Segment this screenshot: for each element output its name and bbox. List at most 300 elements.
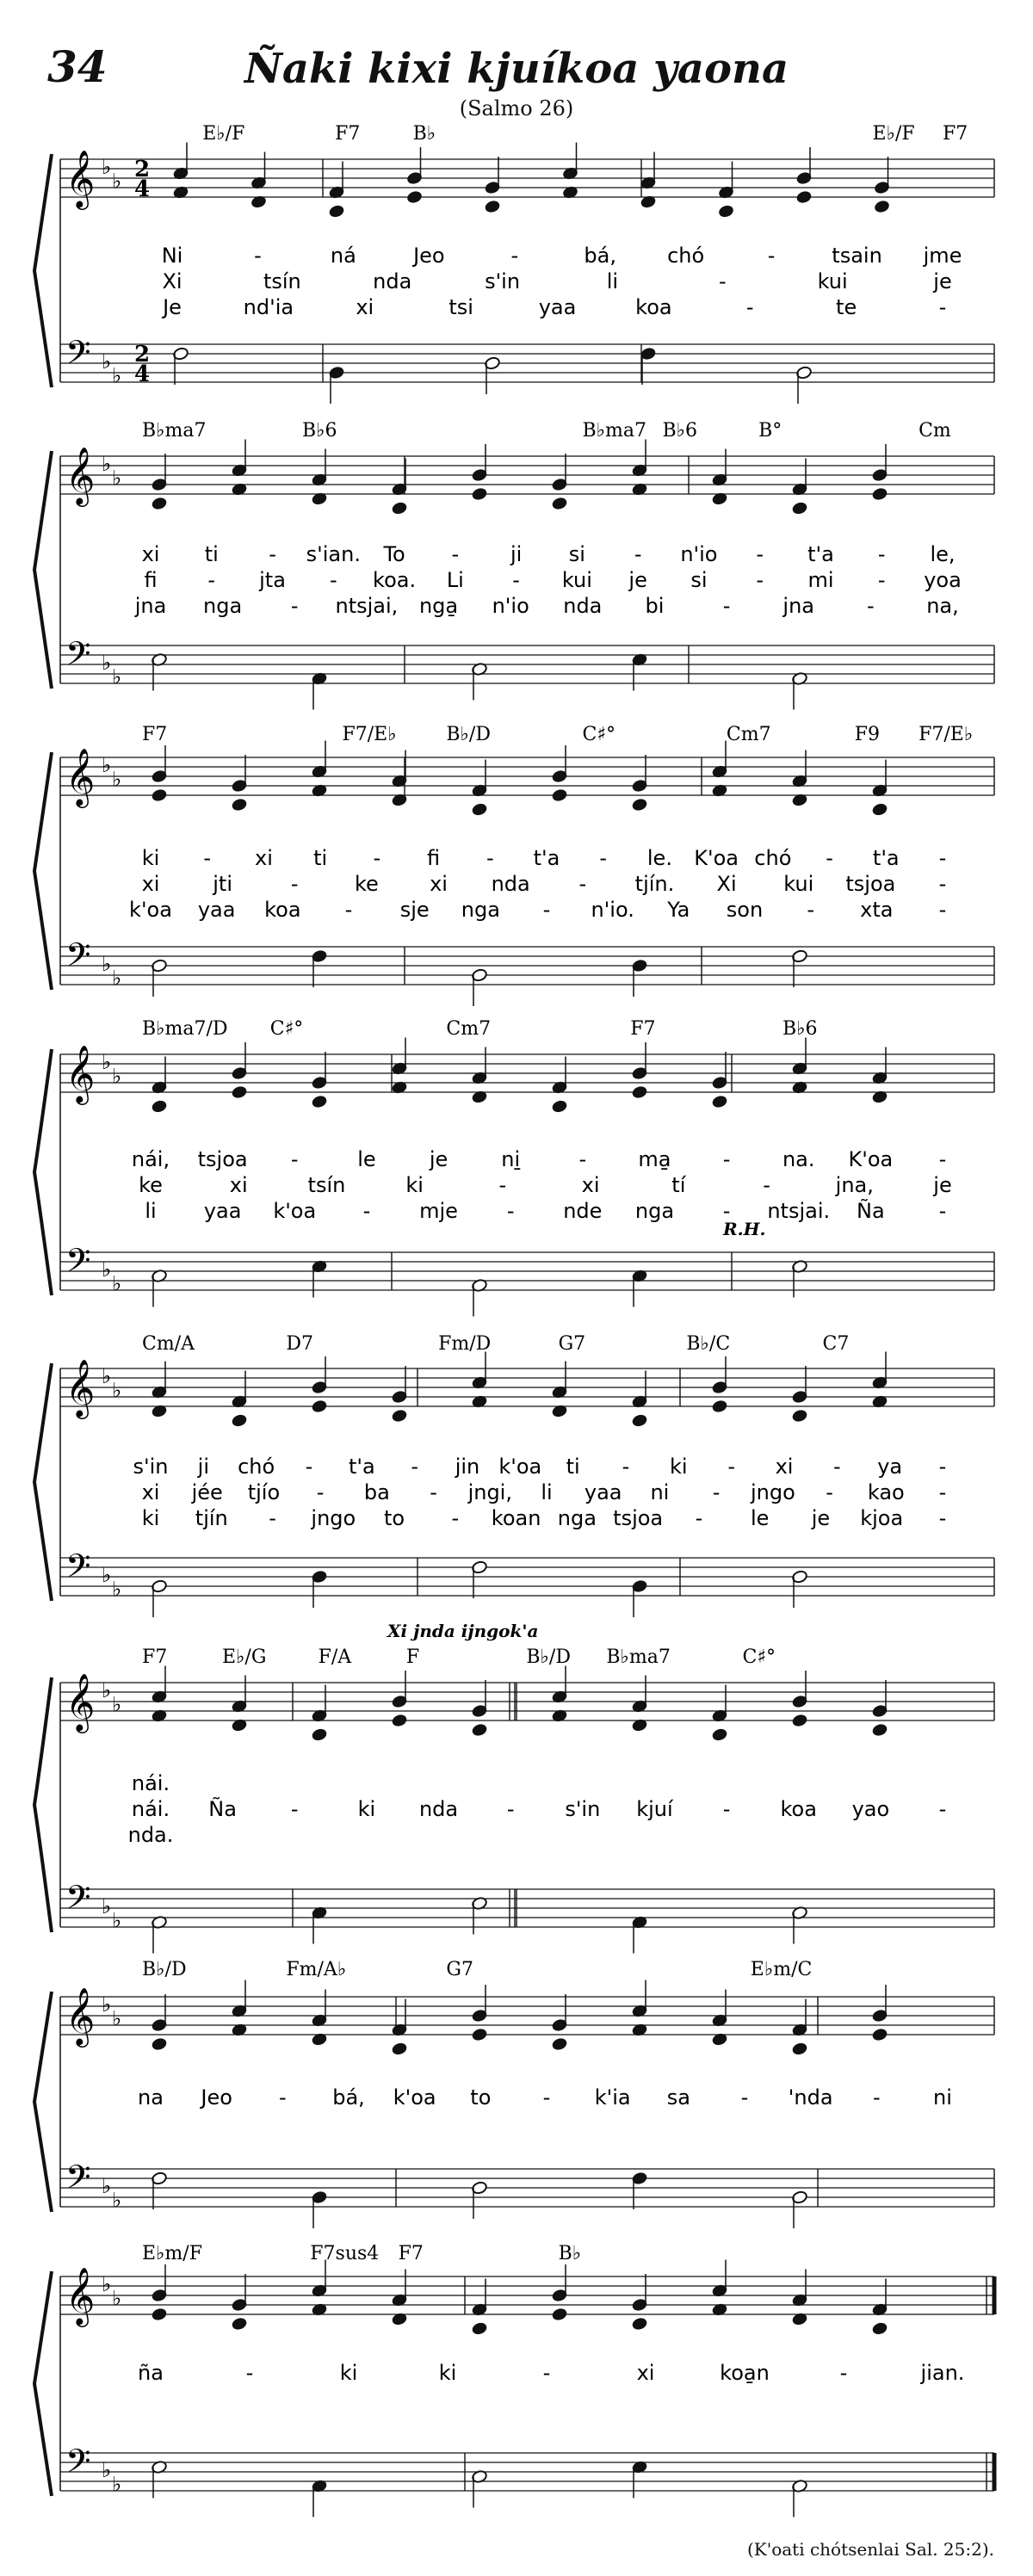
treble-clef: 𝄞 xyxy=(65,149,96,207)
lyric-syllable: Ya xyxy=(667,898,690,922)
lyric-syllable: - xyxy=(203,846,212,870)
brace xyxy=(34,752,52,990)
lyric-syllable: ke xyxy=(139,1173,163,1197)
lyric-syllable: n'io xyxy=(492,594,529,618)
lyric-syllable: yaa xyxy=(584,1480,622,1504)
lyric-syllable: ti xyxy=(204,542,219,566)
chord-symbol: E♭m/C xyxy=(750,1959,813,1980)
lyric-syllable: - xyxy=(756,568,764,592)
song-subtitle: (Salmo 26) xyxy=(459,96,574,120)
lyric-syllable: xi xyxy=(581,1173,600,1197)
lyric-syllable: - xyxy=(512,568,520,592)
lyric-syllable: nái. xyxy=(131,1771,170,1795)
lyric-syllable: ná xyxy=(330,244,356,268)
lyric-syllable: - xyxy=(756,542,764,566)
lyric-syllable: Jeo xyxy=(413,244,445,268)
lyric-syllable: - xyxy=(510,244,519,268)
lyric-syllable: - xyxy=(877,568,886,592)
lyric-syllable: jée xyxy=(191,1480,223,1504)
chord-symbol: Cm/A xyxy=(142,1333,195,1355)
note-head xyxy=(711,1095,727,1109)
lyric-syllable: xi xyxy=(141,1480,160,1504)
lyric-syllable: le. xyxy=(646,846,672,870)
lyric-syllable: ni xyxy=(933,2085,952,2110)
lyric-syllable: bá, xyxy=(332,2085,365,2110)
lyric-syllable: - xyxy=(498,1173,507,1197)
lyric-syllable: na xyxy=(138,2085,164,2110)
chord-symbol: B♭6 xyxy=(662,420,698,442)
key-flat: ♭ xyxy=(112,1064,122,1089)
song-title: Ñaki kixi kjuíkoa yaona xyxy=(244,45,789,93)
system-4 xyxy=(34,1018,994,1317)
chord-symbol: C7 xyxy=(822,1333,850,1355)
lyric-syllable: xi xyxy=(430,872,448,896)
lyric-syllable: t'a xyxy=(807,542,834,566)
lyric-syllable: - xyxy=(305,1455,313,1479)
lyric-syllable: n'io xyxy=(680,542,718,566)
lyric-syllable: s'ian. xyxy=(306,542,361,566)
note-head xyxy=(551,2037,567,2051)
lyric-syllable: chó xyxy=(238,1455,275,1479)
annotation: Xi jnda ijngok'a xyxy=(387,1621,539,1641)
lyric-syllable: - xyxy=(290,1147,299,1171)
system-2 xyxy=(34,420,994,710)
note-head xyxy=(631,1085,647,1099)
lyric-syllable: je xyxy=(933,1173,952,1197)
chord-symbol: B♭/D xyxy=(142,1959,187,1980)
lyric-syllable: ji xyxy=(510,542,523,566)
lyric-syllable: jngi, xyxy=(467,1480,512,1504)
note-head xyxy=(718,204,734,218)
lyric-syllable: tsain xyxy=(832,244,882,268)
note-head xyxy=(551,2307,567,2321)
lyric-syllable: je xyxy=(811,1506,831,1530)
brace xyxy=(34,1363,52,1601)
lyric-syllable: jian. xyxy=(920,2361,965,2385)
note-head xyxy=(631,798,647,812)
lyric-syllable: k'oa xyxy=(273,1199,317,1223)
note-head xyxy=(231,2317,247,2331)
lyric-syllable: jin xyxy=(455,1455,480,1479)
lyric-syllable: to xyxy=(384,1506,405,1530)
note-head xyxy=(311,1095,327,1109)
lyric-syllable: nda xyxy=(418,1797,459,1821)
key-flat: ♭ xyxy=(102,1992,112,2017)
lyric-syllable: kjoa xyxy=(860,1506,904,1530)
time-sig-bottom: 4 xyxy=(134,361,151,387)
lyric-syllable: bá, xyxy=(584,244,617,268)
chord-symbol: B♭ma7 xyxy=(606,1646,671,1668)
note-head xyxy=(391,1714,407,1727)
lyric-syllable: Ña xyxy=(857,1199,885,1223)
brace xyxy=(34,1049,52,1295)
lyric-syllable: tsín xyxy=(307,1173,346,1197)
lyric-syllable: t'a xyxy=(348,1455,375,1479)
note-head xyxy=(231,1413,247,1427)
lyric-syllable: tsjoa xyxy=(197,1147,248,1171)
lyric-syllable: sje xyxy=(399,898,430,922)
lyric-syllable: - xyxy=(727,1455,736,1479)
chord-symbol: G7 xyxy=(446,1959,473,1980)
lyric-syllable: xi xyxy=(229,1173,248,1197)
brace xyxy=(34,451,52,689)
key-flat: ♭ xyxy=(112,1378,122,1403)
note-head xyxy=(874,200,890,213)
note-head xyxy=(328,204,344,218)
system-7 xyxy=(34,1959,994,2228)
chord-symbol: G7 xyxy=(558,1333,586,1355)
lyric-syllable: Ña xyxy=(208,1797,237,1821)
lyric-syllable: - xyxy=(938,1455,947,1479)
lyric-syllable: - xyxy=(826,846,833,870)
lyric-syllable: tsi xyxy=(448,295,473,319)
lyric-syllable: kui xyxy=(817,269,848,293)
lyric-syllable: nga xyxy=(634,1199,675,1223)
note-head xyxy=(871,1723,888,1737)
chord-symbol: F7sus4 xyxy=(310,2243,380,2264)
lyric-syllable: nda xyxy=(563,594,603,618)
lyric-syllable: - xyxy=(763,1173,770,1197)
lyric-syllable: - xyxy=(877,542,886,566)
treble-clef: 𝄞 xyxy=(65,1044,96,1103)
lyric-syllable: - xyxy=(451,542,460,566)
note-head xyxy=(631,1413,647,1427)
chord-symbol: F xyxy=(405,1646,420,1668)
lyric-syllable: - xyxy=(740,2085,749,2110)
key-flat: ♭ xyxy=(112,1908,122,1933)
system-8 xyxy=(34,2243,994,2517)
key-flat: ♭ xyxy=(112,1692,122,1717)
note-head xyxy=(551,497,567,510)
lyric-syllable: ki xyxy=(405,1173,424,1197)
time-sig-bottom: 4 xyxy=(134,176,151,202)
lyric-syllable: - xyxy=(938,1506,947,1530)
lyric-syllable: fi xyxy=(144,568,158,592)
lyric-syllable: xi xyxy=(356,295,374,319)
chord-symbol: F7 xyxy=(335,123,361,145)
time-sig-top: 2 xyxy=(134,157,151,182)
treble-clef: 𝄞 xyxy=(65,2266,96,2325)
chord-symbol: B° xyxy=(758,420,782,442)
key-flat: ♭ xyxy=(112,2006,122,2031)
lyric-syllable: kao xyxy=(867,1480,905,1504)
lyric-syllable: - xyxy=(542,898,551,922)
lyric-syllable: Je xyxy=(163,295,182,319)
lyric-syllable: - xyxy=(695,1506,703,1530)
lyric-syllable: chó xyxy=(754,846,792,870)
lyric-syllable: tjín xyxy=(195,1506,228,1530)
note-head xyxy=(471,487,487,501)
lyric-syllable: - xyxy=(430,1480,437,1504)
lyric-syllable: K'oa xyxy=(694,846,739,870)
key-flat: ♭ xyxy=(112,466,122,491)
lyric-syllable: jngo xyxy=(750,1480,795,1504)
note-head xyxy=(791,1409,807,1423)
key-flat: ♭ xyxy=(112,363,122,388)
note-head xyxy=(391,501,407,515)
lyric-syllable: ki xyxy=(670,1455,688,1479)
lyric-syllable: k'ia xyxy=(594,2085,631,2110)
lyric-syllable: si xyxy=(568,542,585,566)
lyric-syllable: li xyxy=(145,1199,157,1223)
lyric-syllable: xi xyxy=(775,1455,794,1479)
lyric-syllable: ti xyxy=(313,846,328,870)
chord-symbol: Fm/D xyxy=(438,1333,492,1355)
lyric-syllable: na, xyxy=(926,594,959,618)
lyric-syllable: - xyxy=(807,898,815,922)
lyric-syllable: - xyxy=(290,594,299,618)
lyric-syllable: ke xyxy=(355,872,379,896)
key-flat: ♭ xyxy=(112,2286,122,2311)
lyric-syllable: - xyxy=(867,594,875,618)
lyric-syllable: kui xyxy=(783,872,814,896)
lyric-syllable: son xyxy=(726,898,764,922)
lyric-syllable: To xyxy=(383,542,405,566)
bass-clef: 𝄢 xyxy=(65,2158,91,2204)
lyric-syllable: tsín xyxy=(263,269,301,293)
lyric-syllable: nde xyxy=(563,1199,603,1223)
chord-symbol: E♭/F xyxy=(202,123,245,145)
lyric-syllable: yao xyxy=(851,1797,890,1821)
lyric-syllable: - xyxy=(316,1480,325,1504)
chord-symbol: B♭ma7/D xyxy=(142,1018,228,1040)
key-flat: ♭ xyxy=(112,664,122,689)
lyric-syllable: koa xyxy=(780,1797,817,1821)
lyric-syllable: - xyxy=(578,872,587,896)
note-head xyxy=(711,1727,727,1741)
lyric-syllable: koa xyxy=(264,898,301,922)
chord-symbol: F9 xyxy=(854,724,880,745)
lyric-syllable: tjín. xyxy=(634,872,675,896)
lyric-syllable: tí xyxy=(671,1173,686,1197)
bass-clef: 𝄢 xyxy=(65,634,91,681)
lyric-syllable: jngo xyxy=(311,1506,356,1530)
treble-clef: 𝄞 xyxy=(65,1672,96,1731)
lyric-syllable: yoa xyxy=(924,568,962,592)
lyric-syllable: - xyxy=(290,1797,299,1821)
lyric-syllable: jti xyxy=(213,872,233,896)
lyric-syllable: t'a xyxy=(533,846,560,870)
lyric-syllable: t'a xyxy=(872,846,900,870)
lyric-syllable: kui xyxy=(561,568,592,592)
lyric-syllable: le xyxy=(750,1506,770,1530)
lyric-syllable: - xyxy=(722,1147,731,1171)
chord-symbol: B♭ma7 xyxy=(582,420,647,442)
chord-symbol: F7 xyxy=(943,123,968,145)
lyric-syllable: - xyxy=(269,1506,276,1530)
brace xyxy=(34,154,52,387)
note-head xyxy=(551,788,567,802)
note-head xyxy=(871,2321,888,2335)
lyric-syllable: Xi xyxy=(716,872,737,896)
note-head xyxy=(791,501,807,515)
lyric-syllable: bi xyxy=(645,594,665,618)
lyric-syllable: kjuí xyxy=(636,1797,673,1821)
lyric-syllable: tsjoa xyxy=(845,872,896,896)
lyric-syllable: mi xyxy=(807,568,834,592)
key-flat: ♭ xyxy=(102,155,112,179)
lyric-syllable: - xyxy=(722,1797,731,1821)
lyric-syllable: - xyxy=(938,846,947,870)
lyric-syllable: ntsjai, xyxy=(335,594,399,618)
lyric-syllable: tsjoa xyxy=(613,1506,664,1530)
lyric-syllable: ña xyxy=(138,2361,164,2385)
lyric-syllable: s'in xyxy=(565,1797,601,1821)
chord-symbol: E♭m/F xyxy=(142,2243,202,2264)
note-head xyxy=(471,2028,487,2042)
lyric-syllable: - xyxy=(506,1797,515,1821)
key-flat: ♭ xyxy=(102,2174,112,2198)
lyric-syllable: - xyxy=(839,2361,848,2385)
bass-clef: 𝄢 xyxy=(65,1878,91,1924)
lyric-syllable: - xyxy=(290,872,299,896)
lyric-syllable: ki xyxy=(357,1797,376,1821)
chord-symbol: C♯° xyxy=(582,724,615,745)
chord-symbol: B♭ma7 xyxy=(142,420,207,442)
lyric-syllable: - xyxy=(722,594,731,618)
note-head xyxy=(391,2042,407,2055)
lyric-syllable: - xyxy=(411,1455,419,1479)
lyric-syllable: k'oa xyxy=(498,1455,542,1479)
treble-clef: 𝄞 xyxy=(65,446,96,504)
lyric-syllable: nga xyxy=(203,594,243,618)
key-flat: ♭ xyxy=(102,952,112,976)
note-head xyxy=(471,802,487,816)
system-6 xyxy=(34,1621,994,1954)
chord-symbol: B♭/D xyxy=(526,1646,572,1668)
lyric-syllable: - xyxy=(542,2085,551,2110)
lyric-syllable: xi xyxy=(141,542,160,566)
treble-clef: 𝄞 xyxy=(65,1358,96,1417)
lyric-syllable: jna, xyxy=(835,1173,874,1197)
key-flat: ♭ xyxy=(112,1271,122,1296)
lyric-syllable: - xyxy=(826,1480,833,1504)
lyric-syllable: jme xyxy=(923,244,962,268)
chord-symbol: Cm7 xyxy=(726,724,771,745)
bass-clef: 𝄢 xyxy=(65,333,91,380)
lyric-syllable: nda xyxy=(491,872,530,896)
footer-reference: (K'oati chótsenlai Sal. 25:2). xyxy=(746,2539,994,2560)
lyric-syllable: - xyxy=(362,1199,371,1223)
chord-symbol: F/A xyxy=(318,1646,352,1668)
key-flat: ♭ xyxy=(102,1364,112,1388)
lyric-syllable: le, xyxy=(930,542,956,566)
chord-symbol: B♭/D xyxy=(446,724,492,745)
lyric-syllable: - xyxy=(245,2361,254,2385)
lyric-syllable: Li xyxy=(446,568,464,592)
key-flat: ♭ xyxy=(102,1257,112,1282)
lyric-syllable: te xyxy=(836,295,857,319)
lyric-syllable: jna xyxy=(134,594,167,618)
lyric-syllable: ti xyxy=(566,1455,580,1479)
note-head xyxy=(151,788,167,802)
chord-symbol: B♭/C xyxy=(686,1333,731,1355)
lyric-syllable: to xyxy=(470,2085,492,2110)
key-flat: ♭ xyxy=(102,753,112,777)
lyric-syllable: je xyxy=(429,1147,448,1171)
lyric-syllable: - xyxy=(718,269,727,293)
chord-symbol: Cm xyxy=(919,420,951,442)
key-flat: ♭ xyxy=(102,2458,112,2482)
lyric-syllable: - xyxy=(634,542,642,566)
chord-symbol: B♭ xyxy=(412,123,436,145)
lyric-syllable: yaa xyxy=(538,295,577,319)
lyric-syllable: - xyxy=(542,2361,551,2385)
note-head xyxy=(151,2037,167,2051)
lyric-syllable: ni xyxy=(650,1480,670,1504)
lyric-syllable: xta xyxy=(860,898,894,922)
lyric-syllable: chó xyxy=(667,244,705,268)
note-head xyxy=(231,798,247,812)
lyric-syllable: - xyxy=(938,872,947,896)
chord-symbol: E♭/G xyxy=(222,1646,267,1668)
key-flat: ♭ xyxy=(102,1563,112,1587)
lyric-syllable: - xyxy=(344,898,353,922)
lyric-syllable: ba xyxy=(363,1480,390,1504)
lyric-syllable: - xyxy=(938,1480,947,1504)
key-flat: ♭ xyxy=(102,651,112,675)
key-flat: ♭ xyxy=(112,767,122,792)
lyric-syllable: nd'ia xyxy=(243,295,294,319)
lyric-syllable: - xyxy=(254,244,262,268)
lyric-syllable: K'oa xyxy=(848,1147,894,1171)
lyric-syllable: tjío xyxy=(247,1480,281,1504)
chord-symbol: F7 xyxy=(630,1018,656,1040)
lyric-syllable: - xyxy=(938,1797,947,1821)
lyric-syllable: - xyxy=(486,846,494,870)
lyric-syllable: - xyxy=(451,1506,460,1530)
lyric-syllable: le xyxy=(357,1147,376,1171)
lyric-syllable: koan xyxy=(491,1506,541,1530)
system-1 xyxy=(34,123,994,404)
lyric-syllable: - xyxy=(938,898,947,922)
lyric-syllable: xi xyxy=(636,2361,655,2385)
note-head xyxy=(484,200,500,213)
lyric-syllable: xi xyxy=(141,872,160,896)
brace xyxy=(34,1677,52,1932)
note-head xyxy=(631,2317,647,2331)
brace xyxy=(34,2271,52,2496)
lyric-syllable: ki xyxy=(141,1506,160,1530)
note-head xyxy=(151,497,167,510)
lyric-syllable: - xyxy=(506,1199,515,1223)
system-5 xyxy=(34,1333,994,1617)
note-head xyxy=(871,2028,888,2042)
lyric-syllable: Ni xyxy=(161,244,183,268)
lyric-syllable: na. xyxy=(782,1147,815,1171)
lyric-syllable: koa xyxy=(635,295,672,319)
lyric-syllable: nga̱ xyxy=(418,594,459,618)
annotation: R.H. xyxy=(723,1219,766,1239)
lyric-syllable: - xyxy=(278,2085,287,2110)
bass-clef: 𝄢 xyxy=(65,1547,91,1593)
key-flat: ♭ xyxy=(102,1678,112,1702)
lyric-syllable: k'oa xyxy=(129,898,172,922)
key-flat: ♭ xyxy=(102,2272,112,2296)
lyric-syllable: fi xyxy=(427,846,441,870)
lyric-syllable: yaa xyxy=(197,898,236,922)
chord-symbol: C♯° xyxy=(742,1646,776,1668)
lyric-syllable: jna xyxy=(782,594,815,618)
brace xyxy=(34,1992,52,2212)
lyric-syllable: Jeo xyxy=(201,2085,232,2110)
key-flat: ♭ xyxy=(102,452,112,476)
lyric-syllable: n'io. xyxy=(591,898,634,922)
system-3 xyxy=(34,724,994,1006)
key-flat: ♭ xyxy=(112,966,122,991)
lyric-syllable: - xyxy=(269,542,276,566)
lyric-syllable: - xyxy=(329,568,337,592)
